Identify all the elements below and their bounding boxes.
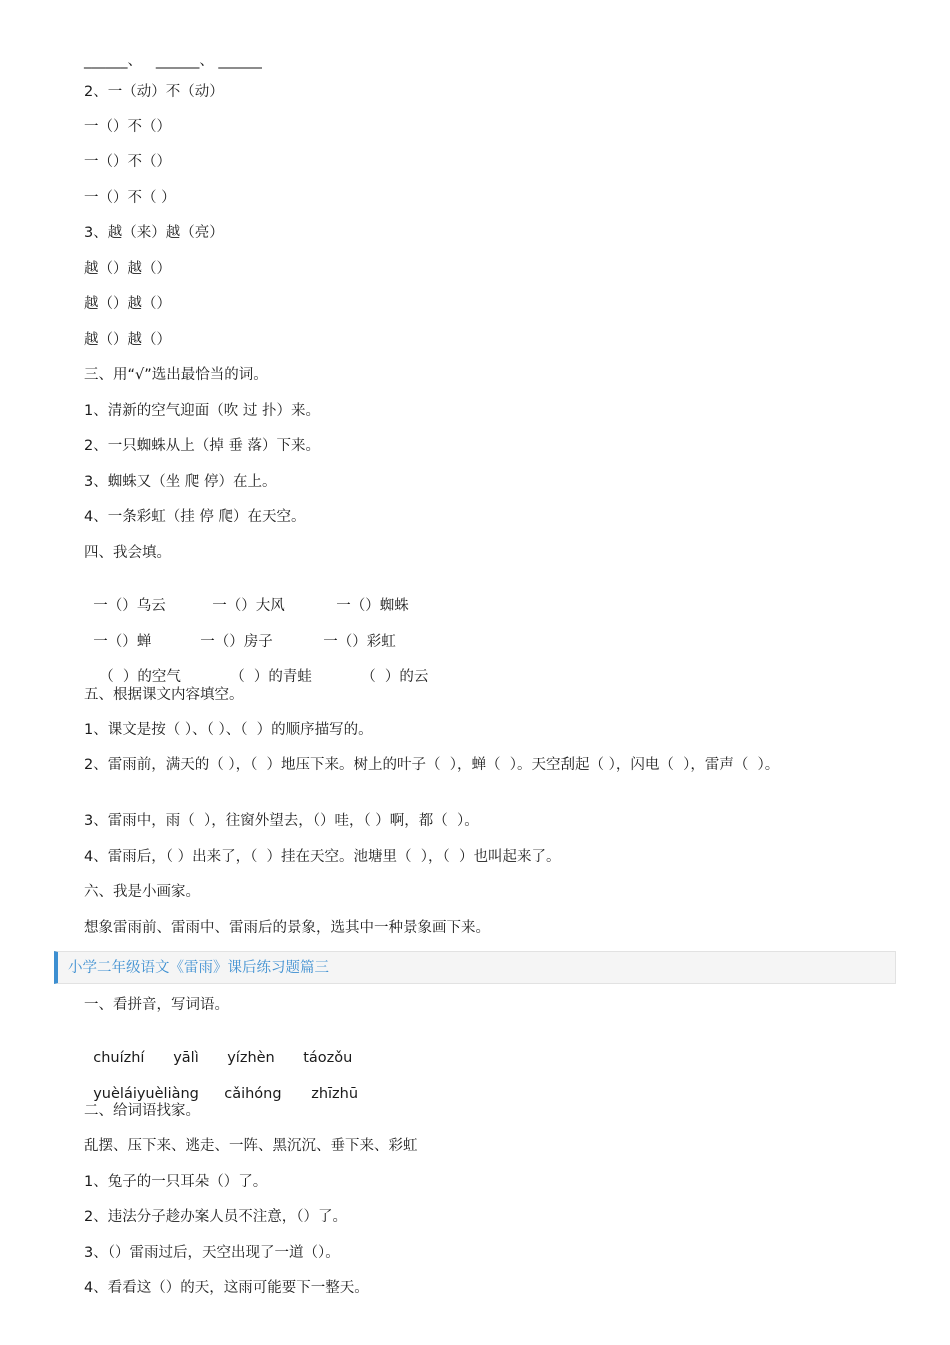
exercise-line: 1、课文是按（ ）、（ ）、（ ）的顺序描写的。 [84, 722, 373, 738]
fill-cell: 一（）彩虹 [323, 634, 396, 650]
exercise-line: 1、清新的空气迎面（吹 过 扑）来。 [84, 403, 320, 419]
fill-cell: 一（）蜘蛛 [336, 598, 409, 614]
fill-cell: （ ）的青蛙 [230, 669, 312, 685]
exercise-line: 一（）不（） [84, 119, 171, 135]
fill-row [84, 615, 396, 651]
exercise-line: 3、蜘蛛又（坐 爬 停）在上。 [84, 474, 277, 490]
exercise-line: 一（）不（） [84, 154, 171, 170]
exercise-line: 3、（）雷雨过后，天空出现了一道（）。 [84, 1245, 340, 1261]
section-title: 小学二年级语文《雷雨》课后练习题篇三 [68, 960, 329, 976]
exercise-line: 一（）不（ ） [84, 190, 176, 206]
exercise-line: 想象雷雨前、雷雨中、雷雨后的景象，选其中一种景象画下来。 [84, 920, 490, 936]
word-bank: 乱摆、压下来、逃走、一阵、黑沉沉、垂下来、彩虹 [84, 1138, 418, 1154]
blank-lines: ______、 ______、 ______ [84, 53, 262, 69]
pinyin-word: cǎihóng [224, 1086, 282, 1102]
question-heading: 六、我是小画家。 [84, 884, 200, 900]
exercise-line: 4、看看这（）的天，这雨可能要下一整天。 [84, 1280, 369, 1296]
exercise-line: 越（）越（） [84, 332, 171, 348]
question-heading: 四、我会填。 [84, 545, 171, 561]
exercise-line: 越（）越（） [84, 261, 171, 277]
fill-cell: （ ）的空气 [99, 669, 181, 685]
pinyin-word: chuízhí [93, 1050, 145, 1066]
fill-row [90, 650, 428, 686]
exercise-line: 2、一只蜘蛛从上（掉 垂 落）下来。 [84, 438, 320, 454]
exercise-line: 2、违法分子趁办案人员不注意，（）了。 [84, 1209, 347, 1225]
pinyin-row [84, 1067, 358, 1103]
pinyin-word: táozǒu [303, 1050, 353, 1066]
fill-row [84, 579, 409, 615]
question-heading: 五、根据课文内容填空。 [84, 687, 244, 703]
exercise-line: 4、雷雨后，（ ）出来了，（ ）挂在天空。池塘里（ ），（ ）也叫起来了。 [84, 849, 561, 865]
exercise-line: 3、越（来）越（亮） [84, 225, 224, 241]
exercise-paragraph: 2、雷雨前，满天的（ ），（ ）地压下来。树上的叶子（ ），蝉（ ）。天空刮起（ ），闪电（ ），雷声（ ）。 [84, 757, 780, 773]
pinyin-row [84, 1031, 352, 1067]
exercise-line: 3、雷雨中，雨（ ），往窗外望去，（）哇，（ ）啊，都（ ）。 [84, 813, 479, 829]
pinyin-word: yālì [173, 1050, 199, 1066]
exercise-line: 4、一条彩虹（挂 停 爬）在天空。 [84, 509, 306, 525]
pinyin-word: zhīzhū [311, 1086, 359, 1102]
fill-cell: 一（）大风 [212, 598, 285, 614]
pinyin-word: yízhèn [227, 1050, 275, 1066]
exercise-line: 2、一（动）不（动） [84, 84, 224, 100]
exercise-line: 1、兔子的一只耳朵（）了。 [84, 1174, 268, 1190]
fill-cell: （ ）的云 [361, 669, 429, 685]
fill-cell: 一（）蝉 [93, 634, 152, 650]
pinyin-word: yuèláiyuèliàng [93, 1086, 199, 1102]
fill-cell: 一（）房子 [200, 634, 273, 650]
fill-cell: 一（）乌云 [93, 598, 166, 614]
exercise-line: 越（）越（） [84, 296, 171, 312]
question-heading: 一、看拼音，写词语。 [84, 997, 229, 1013]
question-heading: 二、给词语找家。 [84, 1103, 200, 1119]
section-header [54, 951, 896, 984]
question-heading: 三、用“√”选出最恰当的词。 [84, 367, 268, 383]
